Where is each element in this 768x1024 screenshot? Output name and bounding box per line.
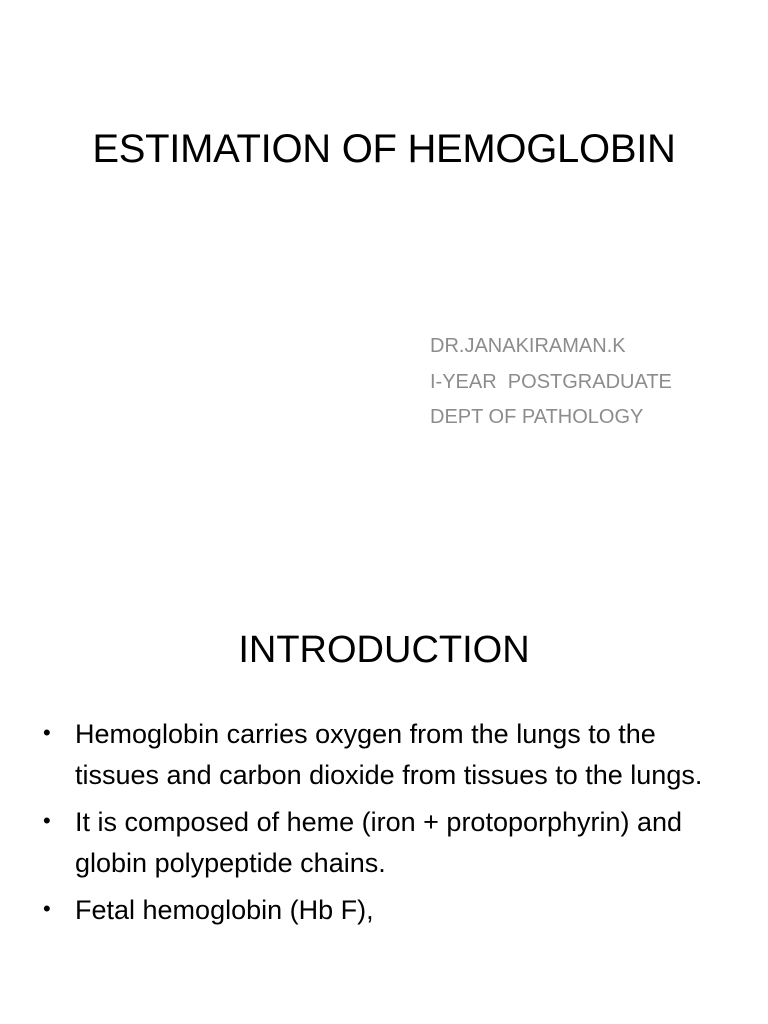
- author-year: I-YEAR POSTGRADUATE: [430, 370, 672, 393]
- author-department: DEPT OF PATHOLOGY: [430, 406, 644, 428]
- bullet-item: [43, 890, 733, 931]
- bullet-list: [43, 714, 733, 937]
- slide-title: INTRODUCTION: [238, 629, 530, 671]
- bullet-icon: •: [43, 720, 51, 745]
- bullet-text: Hemoglobin carries oxygen from the lungs to the tissues and carbon dioxide from tissues to the lungs.: [75, 719, 703, 790]
- bullet-icon: •: [43, 808, 51, 833]
- bullet-item: [43, 714, 733, 796]
- introduction-slide: [0, 576, 768, 1024]
- bullet-text: It is composed of heme (iron + protoporphyrin) and globin polypeptide chains.: [75, 807, 683, 878]
- bullet-icon: •: [43, 896, 51, 921]
- slide-title: ESTIMATION OF HEMOGLOBIN: [92, 127, 676, 171]
- bullet-text: Fetal hemoglobin (Hb F),: [75, 895, 374, 925]
- author-name: DR.JANAKIRAMAN.K: [430, 335, 626, 357]
- author-info: [430, 329, 672, 436]
- bullet-item: [43, 802, 733, 884]
